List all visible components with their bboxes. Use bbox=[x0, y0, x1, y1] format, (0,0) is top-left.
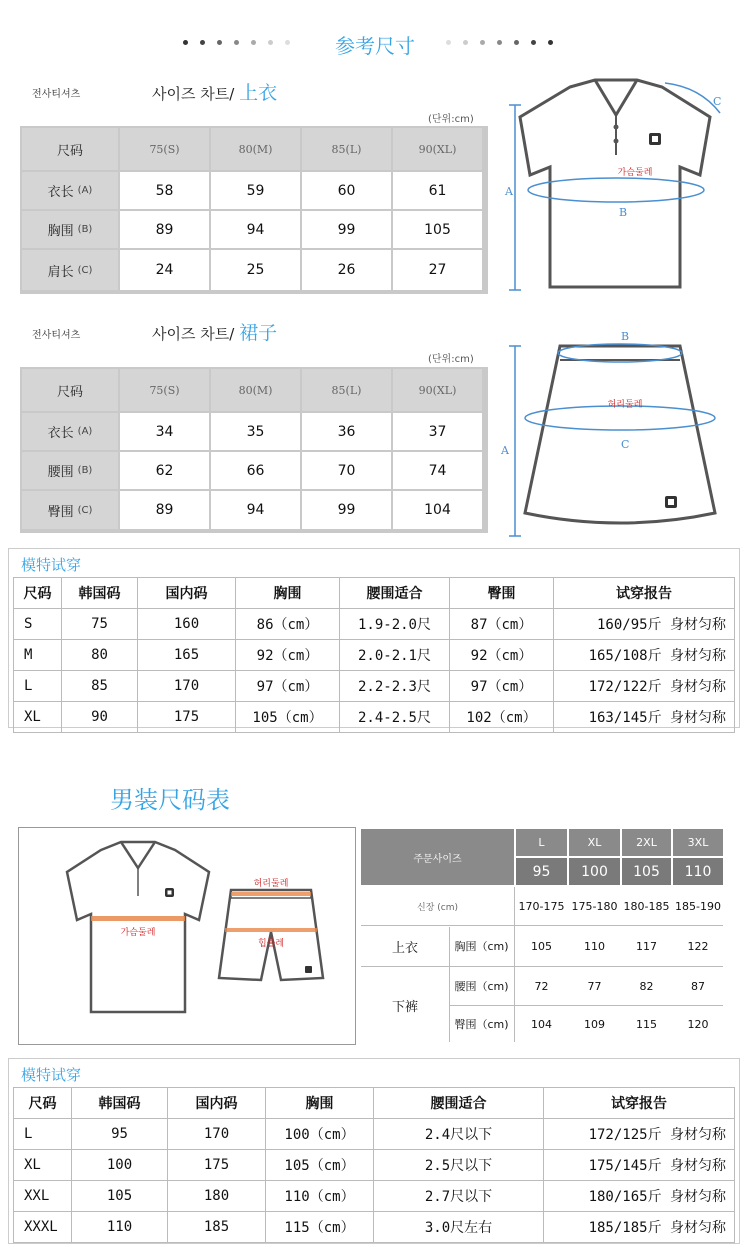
table-cell: 115（cm） bbox=[266, 1212, 374, 1243]
table-cell: 80 bbox=[62, 640, 138, 671]
chart-title bbox=[152, 318, 277, 345]
table-cell: 2.4尺以下 bbox=[374, 1119, 544, 1150]
table-cell: 110 bbox=[72, 1212, 168, 1243]
table-cell: 35 bbox=[211, 413, 300, 450]
table-cell: 61 bbox=[393, 172, 482, 209]
table-header-cell: 国内码 bbox=[168, 1088, 266, 1119]
table-row bbox=[14, 1088, 735, 1119]
page-title: 参考尺寸 bbox=[335, 34, 415, 58]
table-header-cell: 85(L) bbox=[302, 128, 391, 170]
table-cell: 165/108斤 身材匀称 bbox=[554, 640, 735, 671]
table-cell: 2.2-2.3尺 bbox=[340, 671, 450, 702]
table-cell: 120 bbox=[687, 1017, 709, 1031]
table-header-cell: 腰围适合 bbox=[374, 1088, 544, 1119]
chart-title-prefix: 사이즈 차트/ bbox=[152, 325, 235, 343]
table-row bbox=[14, 702, 735, 733]
table-cell: 89 bbox=[120, 491, 209, 529]
skirt-diagram bbox=[495, 318, 735, 543]
table-cell: 36 bbox=[302, 413, 391, 450]
table-cell: 92（cm） bbox=[450, 640, 554, 671]
table-cell: 2.5尺以下 bbox=[374, 1150, 544, 1181]
table-cell: S bbox=[14, 609, 62, 640]
table-cell: 104 bbox=[531, 1017, 552, 1031]
table-cell: 94 bbox=[211, 491, 300, 529]
men-fit-section bbox=[8, 1058, 740, 1244]
table-header-cell: 腰围适合 bbox=[340, 578, 450, 609]
table-cell: 175-180 bbox=[571, 899, 618, 913]
table-row bbox=[14, 578, 735, 609]
row-label: 胸围（cm) bbox=[454, 940, 509, 953]
brand-label: 전사티셔츠 bbox=[32, 89, 81, 100]
section-title: 模特试穿 bbox=[21, 556, 82, 574]
table-cell: 105 bbox=[72, 1181, 168, 1212]
table-cell: 27 bbox=[393, 250, 482, 290]
table-cell: 185-190 bbox=[675, 899, 721, 913]
row-label: 臀围（cm) bbox=[454, 1018, 509, 1031]
table-cell: L bbox=[14, 671, 62, 702]
section-title: 男装尺码表 bbox=[110, 786, 230, 814]
chart-title bbox=[152, 78, 277, 105]
table-row bbox=[14, 609, 735, 640]
table-cell: 70 bbox=[302, 452, 391, 489]
table-cell: 105（cm） bbox=[236, 702, 340, 733]
table-cell: 92（cm） bbox=[236, 640, 340, 671]
row-label: 上衣 bbox=[391, 940, 418, 956]
table-cell: 37 bbox=[393, 413, 482, 450]
table-cell: 180/165斤 身材匀称 bbox=[544, 1181, 735, 1212]
table-cell: 86（cm） bbox=[236, 609, 340, 640]
table-cell: 185/185斤 身材匀称 bbox=[544, 1212, 735, 1243]
table-row bbox=[14, 1150, 735, 1181]
table-cell: 185 bbox=[168, 1212, 266, 1243]
table-header-cell: 75(S) bbox=[120, 128, 209, 170]
table-cell: 175/145斤 身材匀称 bbox=[544, 1150, 735, 1181]
decor-dot bbox=[200, 40, 205, 45]
table-cell: 94 bbox=[211, 211, 300, 248]
decor-dot bbox=[183, 40, 188, 45]
table-header-cell: 尺码 bbox=[22, 128, 118, 170]
chart-title-prefix: 사이즈 차트/ bbox=[152, 85, 235, 103]
table-row bbox=[14, 640, 735, 671]
table-cell: L bbox=[14, 1119, 72, 1150]
table-cell: 87 bbox=[691, 979, 705, 993]
unit-label: (단위:cm) bbox=[428, 114, 474, 125]
table-cell: 160 bbox=[138, 609, 236, 640]
table-cell: 77 bbox=[587, 979, 602, 993]
table-cell: 170 bbox=[168, 1119, 266, 1150]
diagram-label: B bbox=[619, 206, 628, 219]
table-cell: 72 bbox=[534, 979, 549, 993]
diagram-label: 가슴둘레 bbox=[120, 928, 156, 938]
table-header-cell: 80(M) bbox=[211, 128, 300, 170]
table-cell: 25 bbox=[211, 250, 300, 290]
diagram-label: B bbox=[621, 330, 630, 343]
chart-title-item: 裙子 bbox=[239, 322, 278, 344]
table-header-cell: XL bbox=[569, 829, 620, 856]
section-title: 模特试穿 bbox=[21, 1066, 82, 1084]
diagram-label: C bbox=[621, 438, 630, 451]
table-row bbox=[14, 1119, 735, 1150]
table-cell: 180-185 bbox=[623, 899, 670, 913]
table-row bbox=[14, 1181, 735, 1212]
table-row bbox=[14, 671, 735, 702]
table-cell: 99 bbox=[302, 211, 391, 248]
table-cell: 34 bbox=[120, 413, 209, 450]
table-header-cell: 75(S) bbox=[120, 369, 209, 411]
table-cell: 109 bbox=[584, 1017, 605, 1031]
table-header-cell: 尺码 bbox=[14, 578, 62, 609]
table-header-cell: 胸围 bbox=[236, 578, 340, 609]
table-cell: 172/125斤 身材匀称 bbox=[544, 1119, 735, 1150]
decor-dot bbox=[251, 40, 256, 45]
table-cell: 105 bbox=[393, 211, 482, 248]
decor-dot bbox=[234, 40, 239, 45]
men-diagram bbox=[19, 828, 355, 1044]
table-cell: 2.0-2.1尺 bbox=[340, 640, 450, 671]
table-header-cell: 臀围 bbox=[450, 578, 554, 609]
table-header-cell: 胸围 bbox=[266, 1088, 374, 1119]
table-cell: 58 bbox=[120, 172, 209, 209]
table-cell: 160/95斤 身材匀称 bbox=[554, 609, 735, 640]
size-table-top bbox=[20, 126, 488, 294]
table-cell: XXL bbox=[14, 1181, 72, 1212]
table-cell: 175 bbox=[168, 1150, 266, 1181]
chart-title-item: 上衣 bbox=[239, 82, 278, 104]
diagram-label: C bbox=[713, 95, 722, 108]
brand-label: 전사티셔츠 bbox=[32, 330, 81, 341]
table-cell: 104 bbox=[393, 491, 482, 529]
table-header-cell: 85(L) bbox=[302, 369, 391, 411]
table-cell: 66 bbox=[211, 452, 300, 489]
table-cell: M bbox=[14, 640, 62, 671]
table-cell: 172/122斤 身材匀称 bbox=[554, 671, 735, 702]
table-cell: 85 bbox=[62, 671, 138, 702]
table-header-cell: 试穿报告 bbox=[554, 578, 735, 609]
diagram-label: 허리둘레 bbox=[253, 879, 289, 889]
table-header-cell: 90(XL) bbox=[393, 128, 482, 170]
row-label: 胸围 (B) bbox=[22, 211, 118, 248]
table-cell: 117 bbox=[636, 939, 657, 953]
diagram-label: 힙둘레 bbox=[257, 939, 285, 949]
row-label: 腰围 (B) bbox=[22, 452, 118, 489]
table-cell: 170-175 bbox=[518, 899, 565, 913]
women-fit-section bbox=[8, 548, 740, 728]
table-cell: XXXL bbox=[14, 1212, 72, 1243]
row-label: 衣长 (A) bbox=[22, 172, 118, 209]
shirt-diagram bbox=[495, 75, 735, 300]
decor-dot bbox=[480, 40, 485, 45]
table-cell: 1.9-2.0尺 bbox=[340, 609, 450, 640]
table-cell: XL bbox=[14, 1150, 72, 1181]
decor-dot bbox=[463, 40, 468, 45]
table-cell: 74 bbox=[393, 452, 482, 489]
men-diagram-box bbox=[18, 827, 356, 1045]
table-header-cell: 주문사이즈 bbox=[361, 829, 514, 885]
table-cell: 170 bbox=[138, 671, 236, 702]
table-cell: 180 bbox=[168, 1181, 266, 1212]
table-header-cell: L bbox=[516, 829, 567, 856]
table-header-cell: 韩国码 bbox=[62, 578, 138, 609]
diagram-label: 허리둘레 bbox=[607, 400, 643, 410]
table-cell: 165 bbox=[138, 640, 236, 671]
table-row bbox=[14, 1212, 735, 1243]
row-label: 臀围 (C) bbox=[22, 491, 118, 529]
decor-dot bbox=[497, 40, 502, 45]
table-cell: 102（cm） bbox=[450, 702, 554, 733]
table-cell: 62 bbox=[120, 452, 209, 489]
table-header-cell: 80(M) bbox=[211, 369, 300, 411]
table-cell: 60 bbox=[302, 172, 391, 209]
decor-dot bbox=[531, 40, 536, 45]
men-fit-table bbox=[13, 1087, 735, 1243]
diagram-label: A bbox=[505, 185, 513, 198]
women-fit-table bbox=[13, 577, 735, 733]
row-label: 衣长 (A) bbox=[22, 413, 118, 450]
table-cell: 163/145斤 身材匀称 bbox=[554, 702, 735, 733]
table-cell: 175 bbox=[138, 702, 236, 733]
header bbox=[0, 26, 750, 60]
table-cell: 115 bbox=[636, 1017, 657, 1031]
table-header-cell: 100 bbox=[569, 858, 620, 885]
table-cell: 75 bbox=[62, 609, 138, 640]
table-header-cell: 韩国码 bbox=[72, 1088, 168, 1119]
decor-dot bbox=[548, 40, 553, 45]
row-label: 下裤 bbox=[391, 999, 418, 1015]
table-cell: 100（cm） bbox=[266, 1119, 374, 1150]
decor-dot bbox=[285, 40, 290, 45]
table-cell: 87（cm） bbox=[450, 609, 554, 640]
row-label: 肩长 (C) bbox=[22, 250, 118, 290]
table-cell: 2.4-2.5尺 bbox=[340, 702, 450, 733]
size-table-skirt bbox=[20, 367, 488, 533]
table-cell: 99 bbox=[302, 491, 391, 529]
table-header-cell: 3XL bbox=[673, 829, 723, 856]
table-cell: 110 bbox=[584, 939, 605, 953]
table-header-cell: 90(XL) bbox=[393, 369, 482, 411]
table-cell: 2.7尺以下 bbox=[374, 1181, 544, 1212]
row-label: 腰围（cm) bbox=[454, 980, 509, 993]
table-header-cell: 105 bbox=[622, 858, 671, 885]
table-cell: 82 bbox=[639, 979, 654, 993]
diagram-label: A bbox=[501, 444, 509, 457]
unit-label: (단위:cm) bbox=[428, 354, 474, 365]
table-cell: 59 bbox=[211, 172, 300, 209]
table-cell: 105（cm） bbox=[266, 1150, 374, 1181]
table-cell: 90 bbox=[62, 702, 138, 733]
table-cell: 122 bbox=[687, 939, 709, 953]
table-cell: 105 bbox=[531, 939, 552, 953]
table-header-cell: 国内码 bbox=[138, 578, 236, 609]
table-header-cell: 尺码 bbox=[14, 1088, 72, 1119]
table-cell: 97（cm） bbox=[236, 671, 340, 702]
men-size-table bbox=[361, 829, 723, 1044]
table-cell: 3.0尺左右 bbox=[374, 1212, 544, 1243]
decor-dot bbox=[217, 40, 222, 45]
table-header-cell: 95 bbox=[516, 858, 567, 885]
table-cell: 24 bbox=[120, 250, 209, 290]
table-cell: 110（cm） bbox=[266, 1181, 374, 1212]
table-header-cell: 试穿报告 bbox=[544, 1088, 735, 1119]
table-cell: XL bbox=[14, 702, 62, 733]
table-cell: 97（cm） bbox=[450, 671, 554, 702]
decor-dot bbox=[514, 40, 519, 45]
row-label: 신장 (cm) bbox=[417, 902, 458, 913]
table-cell: 89 bbox=[120, 211, 209, 248]
decor-dot bbox=[446, 40, 451, 45]
decor-dot bbox=[268, 40, 273, 45]
table-cell: 100 bbox=[72, 1150, 168, 1181]
table-cell: 95 bbox=[72, 1119, 168, 1150]
table-header-cell: 2XL bbox=[622, 829, 671, 856]
table-header-cell: 尺码 bbox=[22, 369, 118, 411]
table-cell: 26 bbox=[302, 250, 391, 290]
table-header-cell: 110 bbox=[673, 858, 723, 885]
diagram-label: 가슴둘레 bbox=[617, 168, 653, 178]
